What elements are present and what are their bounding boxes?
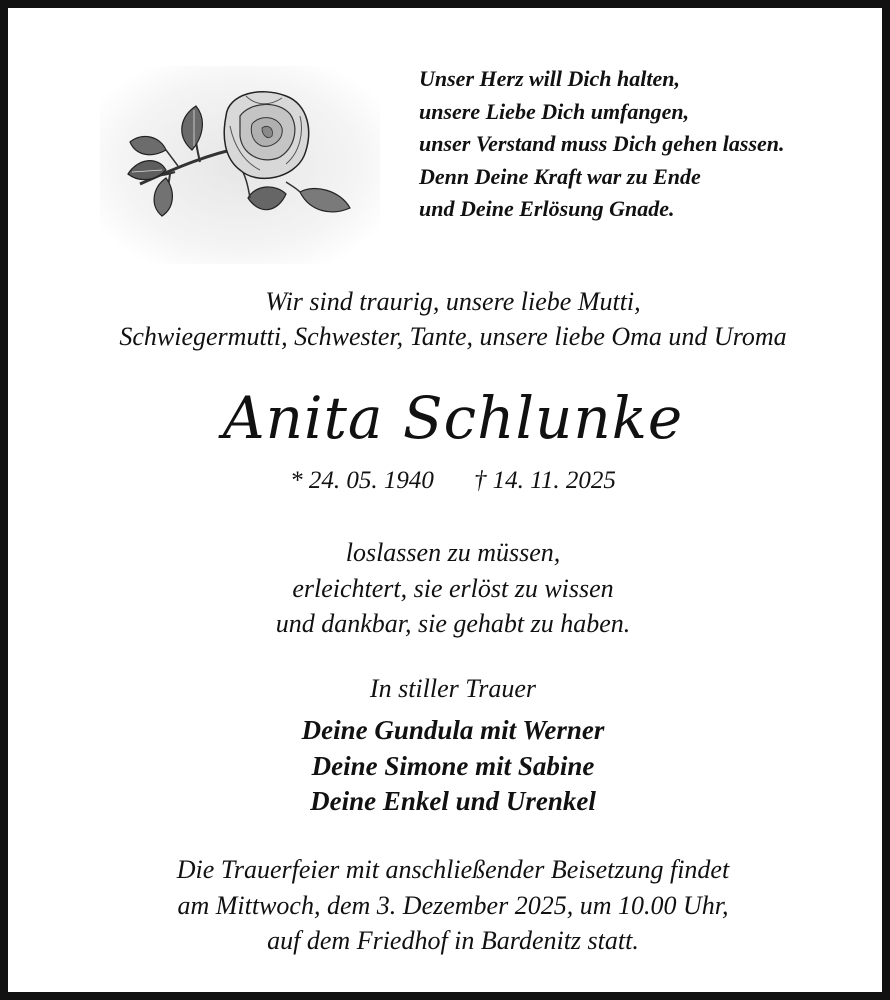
intro-text	[8, 284, 890, 354]
poem-line: unser Verstand muss Dich gehen lassen.	[419, 131, 785, 156]
deceased-name: Anita Schlunke	[222, 384, 684, 452]
poem-line: Unser Herz will Dich halten,	[419, 66, 680, 91]
family-list	[8, 713, 890, 820]
verse	[8, 535, 890, 642]
verse-line: erleichtert, sie erlöst zu wissen	[292, 573, 614, 603]
birth-date: * 24. 05. 1940	[290, 467, 434, 494]
ceremony-info	[8, 852, 890, 959]
rose-illustration	[100, 66, 380, 264]
poem-line: Denn Deine Kraft war zu Ende	[419, 163, 701, 189]
intro-line: Schwiegermutti, Schwester, Tante, unsere liebe Oma und Uroma	[119, 322, 787, 351]
family-line: Deine Gundula mit Werner	[301, 715, 605, 745]
poem	[419, 63, 839, 226]
ceremony-line: am Mittwoch, dem 3. Dezember 2025, um 10.00 Uhr,	[177, 890, 729, 920]
intro-line: Wir sind traurig, unsere liebe Mutti,	[265, 287, 641, 316]
verse-line: loslassen zu müssen,	[345, 538, 561, 567]
mourning-heading: In stiller Trauer	[369, 674, 537, 703]
life-dates	[8, 464, 890, 498]
death-date: † 14. 11. 2025	[473, 467, 616, 494]
poem-line: und Deine Erlösung Gnade.	[419, 196, 675, 221]
ceremony-line: auf dem Friedhof in Bardenitz statt.	[267, 926, 639, 955]
verse-line: und dankbar, sie gehabt zu haben.	[275, 609, 631, 638]
poem-line: unsere Liebe Dich umfangen,	[419, 98, 690, 124]
family-line: Deine Simone mit Sabine	[311, 750, 595, 781]
ceremony-line: Die Trauerfeier mit anschließender Beisetzung findet	[176, 855, 730, 884]
family-line: Deine Enkel und Urenkel	[310, 786, 596, 816]
